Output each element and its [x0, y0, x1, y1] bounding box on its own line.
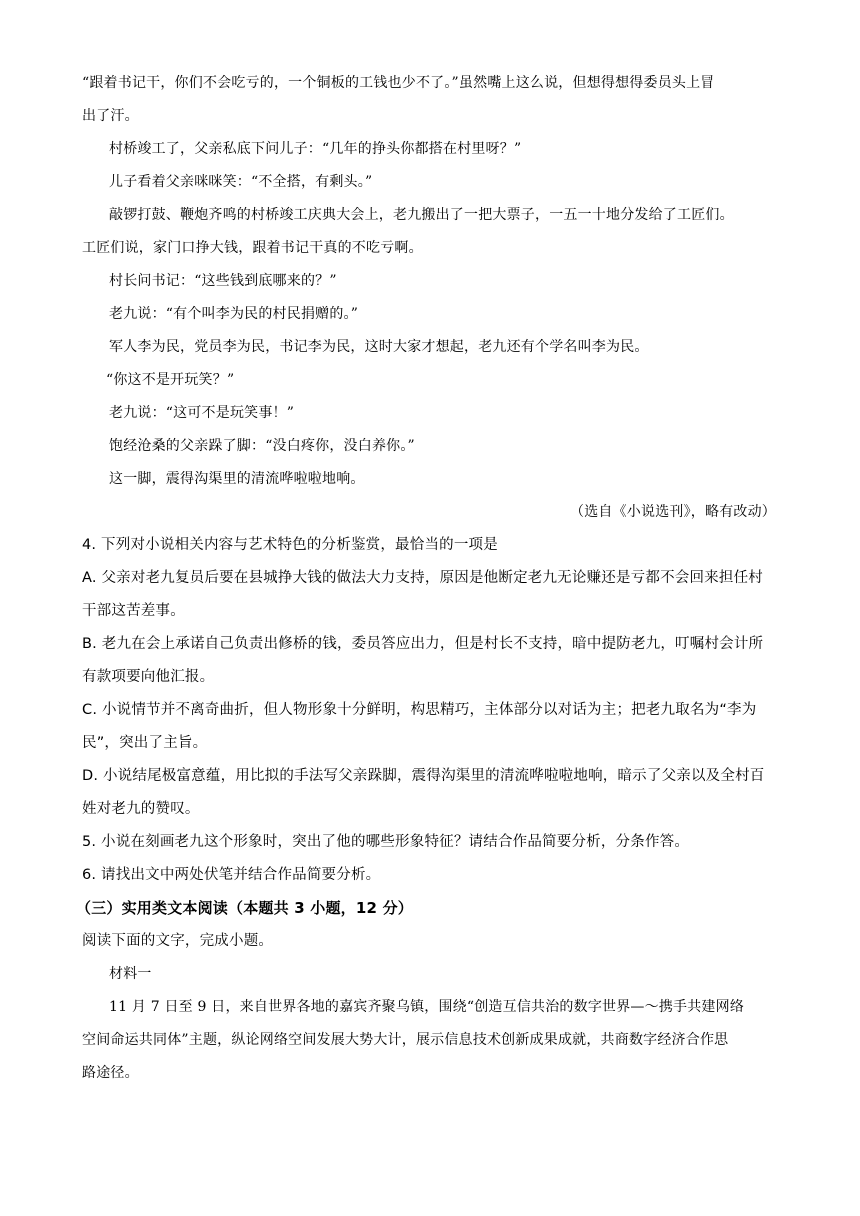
story-paragraph-2: 村桥竣工了，父亲私底下问儿子：“几年的挣头你都搭在村里呀？” — [109, 141, 522, 157]
story-paragraph-7: 军人李为民，党员李为民，书记李为民，这时大家才想起，老九还有个学名叫李为民。 — [109, 339, 649, 355]
story-paragraph-9: 老九说：“这可不是玩笑事！” — [109, 405, 295, 421]
material-1-line-1: 11 月 7 日至 9 日，来自世界各地的嘉宾齐聚乌镇，围绕“创造互信共治的数字世界—～携手共建网络 — [109, 999, 745, 1015]
question-5: 5. 小说在刻画老九这个形象时，突出了他的哪些形象特征？请结合作品简要分析，分条作答。 — [82, 834, 690, 850]
question-4-option-b-line-1: B. 老九在会上承诺自己负责出修桥的钱，委员答应出力，但是村长不支持，暗中提防老九，叮嘱村会计所 — [82, 636, 764, 652]
story-paragraph-3: 儿子看着父亲咪咪笑：“不全搭，有剩头。” — [109, 174, 373, 190]
material-1-line-2: 空间命运共同体”主题，纵论网络空间发展大势大计，展示信息技术创新成果成就，共商数字经济合作思 — [82, 1032, 729, 1048]
question-4-option-d-line-1: D. 小说结尾极富意蕴，用比拟的手法写父亲跺脚，震得沟渠里的清流哗啦啦地响，暗示了父亲以及全村百 — [82, 768, 765, 784]
story-paragraph-10: 饱经沧桑的父亲跺了脚：“没白疼你，没白养你。” — [109, 438, 415, 454]
question-4-option-a-line-1: A. 父亲对老九复员后要在县城挣大钱的做法大力支持，原因是他断定老九无论赚还是亏都不会回来担任村 — [82, 570, 763, 586]
section-3-heading: （三）实用类文本阅读（本题共 3 小题，12 分） — [76, 899, 413, 917]
material-1-line-3: 路途径。 — [82, 1065, 139, 1081]
section-3-instruction: 阅读下面的文字，完成小题。 — [82, 933, 274, 949]
question-4-option-c-line-2: 民”，突出了主旨。 — [82, 735, 208, 751]
question-6: 6. 请找出文中两处伏笔并结合作品简要分析。 — [82, 867, 381, 883]
story-paragraph-1-line-1: “跟着书记干，你们不会吃亏的，一个铜板的工钱也少不了。”虽然嘴上这么说，但想得想得委员头上冒 — [82, 75, 715, 91]
story-paragraph-6: 老九说：“有个叫李为民的村民捐赠的。” — [109, 306, 359, 322]
story-paragraph-11: 这一脚，震得沟渠里的清流哗啦啦地响。 — [109, 471, 365, 487]
question-4-option-c-line-1: C. 小说情节并不离奇曲折，但人物形象十分鲜明，构思精巧，主体部分以对话为主；把老九取名为“李为 — [82, 702, 757, 718]
story-paragraph-4-line-2: 工匠们说，家门口挣大钱，跟着书记干真的不吃亏啊。 — [82, 240, 423, 256]
question-4-stem: 4. 下列对小说相关内容与艺术特色的分析鉴赏，最恰当的一项是 — [82, 537, 498, 553]
question-4-option-b-line-2: 有款项要向他汇报。 — [82, 669, 215, 685]
story-paragraph-4-line-1: 敲锣打鼓、鞭炮齐鸣的村桥竣工庆典大会上，老九搬出了一把大票子，一五一十地分发给了工匠们。 — [109, 207, 734, 223]
story-source: （选自《小说选刊》，略有改动） — [570, 504, 776, 520]
question-4-option-d-line-2: 姓对老九的赞叹。 — [82, 801, 200, 817]
story-paragraph-8: “你这不是开玩笑？” — [106, 372, 235, 388]
material-1-label: 材料一 — [109, 966, 152, 982]
story-paragraph-5: 村长问书记：“这些钱到底哪来的？” — [109, 273, 337, 289]
question-4-option-a-line-2: 干部这苦差事。 — [82, 603, 185, 619]
story-paragraph-1-line-2: 出了汗。 — [82, 108, 139, 124]
